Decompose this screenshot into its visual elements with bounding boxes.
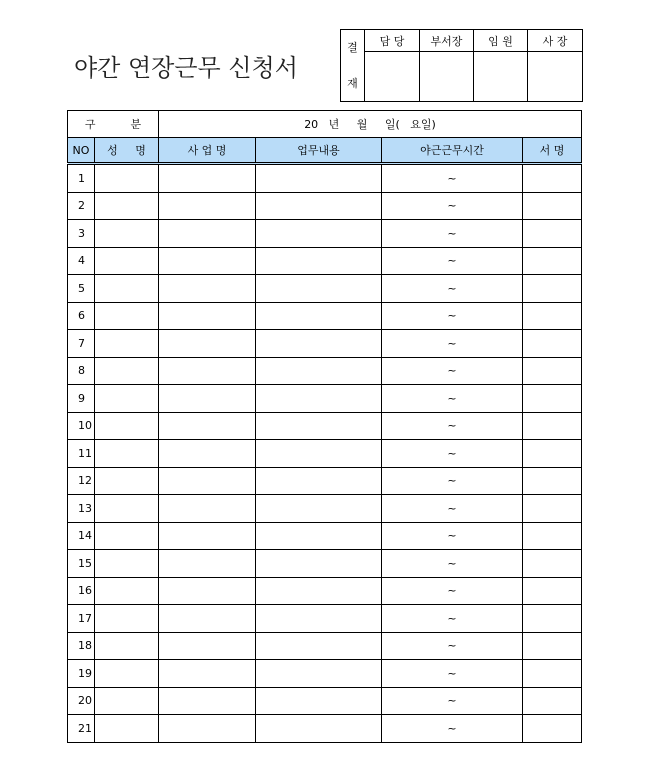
- approval-role-president: 사 장: [528, 30, 583, 52]
- date-field[interactable]: 20 년 월 일( 요일): [159, 111, 582, 138]
- row-business-cell[interactable]: [159, 412, 256, 440]
- row-signature-cell[interactable]: [523, 330, 582, 358]
- row-no: 11: [68, 440, 95, 468]
- header-no: NO: [68, 138, 95, 164]
- row-work-cell[interactable]: [256, 522, 382, 550]
- row-no: 8: [68, 357, 95, 385]
- row-name-cell[interactable]: [95, 357, 159, 385]
- row-work-cell[interactable]: [256, 495, 382, 523]
- row-hours-cell[interactable]: ~: [382, 192, 523, 220]
- row-name-cell[interactable]: [95, 440, 159, 468]
- row-business-cell[interactable]: [159, 385, 256, 413]
- table-row: [68, 330, 582, 358]
- row-name-cell[interactable]: [95, 687, 159, 715]
- row-hours-cell[interactable]: ~: [382, 247, 523, 275]
- row-signature-cell[interactable]: [523, 605, 582, 633]
- row-business-cell[interactable]: [159, 495, 256, 523]
- row-signature-cell[interactable]: [523, 357, 582, 385]
- table-row: [68, 715, 582, 743]
- row-signature-cell[interactable]: [523, 247, 582, 275]
- row-business-cell[interactable]: [159, 330, 256, 358]
- row-hours-cell[interactable]: ~: [382, 522, 523, 550]
- row-no: 17: [68, 605, 95, 633]
- row-work-cell[interactable]: [256, 440, 382, 468]
- table-row: [68, 522, 582, 550]
- row-hours-cell[interactable]: ~: [382, 495, 523, 523]
- row-no: 15: [68, 550, 95, 578]
- row-work-cell[interactable]: [256, 192, 382, 220]
- row-signature-cell[interactable]: [523, 275, 582, 303]
- table-row: [68, 550, 582, 578]
- table-row: [68, 302, 582, 330]
- row-business-cell[interactable]: [159, 577, 256, 605]
- row-name-cell[interactable]: [95, 522, 159, 550]
- row-name-cell[interactable]: [95, 164, 159, 193]
- row-hours-cell[interactable]: ~: [382, 412, 523, 440]
- approval-role-executive: 임 원: [474, 30, 528, 52]
- row-business-cell[interactable]: [159, 467, 256, 495]
- row-signature-cell[interactable]: [523, 220, 582, 248]
- header-work: 업무내용: [256, 138, 382, 164]
- row-name-cell[interactable]: [95, 302, 159, 330]
- row-no: 9: [68, 385, 95, 413]
- row-no: 16: [68, 577, 95, 605]
- row-no: 12: [68, 467, 95, 495]
- row-business-cell[interactable]: [159, 660, 256, 688]
- row-no: 2: [68, 192, 95, 220]
- row-no: 1: [68, 164, 95, 193]
- row-name-cell[interactable]: [95, 577, 159, 605]
- category-label: 구 분: [68, 111, 159, 138]
- table-row: [68, 687, 582, 715]
- approval-side-top: 결: [347, 40, 358, 54]
- row-business-cell[interactable]: [159, 275, 256, 303]
- row-no: 6: [68, 302, 95, 330]
- table-row: [68, 440, 582, 468]
- overtime-request-table: [67, 110, 582, 743]
- row-work-cell[interactable]: [256, 220, 382, 248]
- table-row: [68, 660, 582, 688]
- row-name-cell[interactable]: [95, 192, 159, 220]
- row-name-cell[interactable]: [95, 632, 159, 660]
- row-business-cell[interactable]: [159, 357, 256, 385]
- row-hours-cell[interactable]: ~: [382, 605, 523, 633]
- row-work-cell[interactable]: [256, 715, 382, 743]
- row-business-cell[interactable]: [159, 302, 256, 330]
- row-business-cell[interactable]: [159, 715, 256, 743]
- row-hours-cell[interactable]: ~: [382, 357, 523, 385]
- row-no: 13: [68, 495, 95, 523]
- row-no: 18: [68, 632, 95, 660]
- row-hours-cell[interactable]: ~: [382, 550, 523, 578]
- table-row: [68, 385, 582, 413]
- row-business-cell[interactable]: [159, 522, 256, 550]
- approval-role-staff: 담 당: [365, 30, 420, 52]
- row-no: 20: [68, 687, 95, 715]
- row-name-cell[interactable]: [95, 660, 159, 688]
- row-signature-cell[interactable]: [523, 385, 582, 413]
- row-no: 19: [68, 660, 95, 688]
- approval-role-manager: 부서장: [420, 30, 474, 52]
- header-hours: 야근근무시간: [382, 138, 523, 164]
- row-work-cell[interactable]: [256, 687, 382, 715]
- approval-sign-staff[interactable]: [365, 52, 420, 102]
- row-hours-cell[interactable]: ~: [382, 577, 523, 605]
- row-signature-cell[interactable]: [523, 302, 582, 330]
- row-work-cell[interactable]: [256, 467, 382, 495]
- row-work-cell[interactable]: [256, 577, 382, 605]
- row-name-cell[interactable]: [95, 495, 159, 523]
- row-no: 21: [68, 715, 95, 743]
- table-row: [68, 164, 582, 193]
- row-business-cell[interactable]: [159, 605, 256, 633]
- row-no: 7: [68, 330, 95, 358]
- row-business-cell[interactable]: [159, 550, 256, 578]
- row-signature-cell[interactable]: [523, 522, 582, 550]
- row-name-cell[interactable]: [95, 715, 159, 743]
- table-row: [68, 467, 582, 495]
- row-work-cell[interactable]: [256, 330, 382, 358]
- row-name-cell[interactable]: [95, 467, 159, 495]
- row-signature-cell[interactable]: [523, 632, 582, 660]
- approval-sign-executive[interactable]: [474, 52, 528, 102]
- table-row: [68, 357, 582, 385]
- header-business: 사 업 명: [159, 138, 256, 164]
- row-name-cell[interactable]: [95, 550, 159, 578]
- row-signature-cell[interactable]: [523, 715, 582, 743]
- row-signature-cell[interactable]: [523, 660, 582, 688]
- table-row: [68, 495, 582, 523]
- row-signature-cell[interactable]: [523, 192, 582, 220]
- row-work-cell[interactable]: [256, 660, 382, 688]
- row-work-cell[interactable]: [256, 605, 382, 633]
- row-no: 3: [68, 220, 95, 248]
- row-name-cell[interactable]: [95, 412, 159, 440]
- row-signature-cell[interactable]: [523, 577, 582, 605]
- row-hours-cell[interactable]: ~: [382, 632, 523, 660]
- row-signature-cell[interactable]: [523, 495, 582, 523]
- table-row: [68, 247, 582, 275]
- row-hours-cell[interactable]: ~: [382, 275, 523, 303]
- row-name-cell[interactable]: [95, 605, 159, 633]
- row-hours-cell[interactable]: ~: [382, 440, 523, 468]
- row-name-cell[interactable]: [95, 247, 159, 275]
- row-no: 14: [68, 522, 95, 550]
- approval-box: [340, 29, 583, 102]
- row-hours-cell[interactable]: ~: [382, 220, 523, 248]
- row-signature-cell[interactable]: [523, 412, 582, 440]
- table-row: [68, 220, 582, 248]
- table-row: [68, 192, 582, 220]
- row-work-cell[interactable]: [256, 357, 382, 385]
- row-name-cell[interactable]: [95, 275, 159, 303]
- row-hours-cell[interactable]: ~: [382, 467, 523, 495]
- row-signature-cell[interactable]: [523, 467, 582, 495]
- row-signature-cell[interactable]: [523, 687, 582, 715]
- row-hours-cell[interactable]: ~: [382, 385, 523, 413]
- table-row: [68, 632, 582, 660]
- row-no: 10: [68, 412, 95, 440]
- row-work-cell[interactable]: [256, 412, 382, 440]
- header-name: 성 명: [95, 138, 159, 164]
- row-hours-cell[interactable]: ~: [382, 330, 523, 358]
- row-business-cell[interactable]: [159, 220, 256, 248]
- row-name-cell[interactable]: [95, 220, 159, 248]
- row-work-cell[interactable]: [256, 550, 382, 578]
- row-work-cell[interactable]: [256, 275, 382, 303]
- document-title: 야간 연장근무 신청서: [74, 54, 298, 82]
- header-signature: 서 명: [523, 138, 582, 164]
- row-name-cell[interactable]: [95, 330, 159, 358]
- row-hours-cell[interactable]: ~: [382, 302, 523, 330]
- row-business-cell[interactable]: [159, 440, 256, 468]
- row-signature-cell[interactable]: [523, 440, 582, 468]
- row-no: 5: [68, 275, 95, 303]
- row-work-cell[interactable]: [256, 632, 382, 660]
- row-work-cell[interactable]: [256, 164, 382, 193]
- row-hours-cell[interactable]: ~: [382, 660, 523, 688]
- row-business-cell[interactable]: [159, 247, 256, 275]
- table-row: [68, 275, 582, 303]
- row-hours-cell[interactable]: ~: [382, 715, 523, 743]
- table-row: [68, 412, 582, 440]
- row-hours-cell[interactable]: ~: [382, 164, 523, 193]
- approval-sign-manager[interactable]: [420, 52, 474, 102]
- row-work-cell[interactable]: [256, 385, 382, 413]
- row-signature-cell[interactable]: [523, 164, 582, 193]
- approval-side-label: [341, 30, 365, 102]
- table-row: [68, 577, 582, 605]
- approval-sign-president[interactable]: [528, 52, 583, 102]
- row-signature-cell[interactable]: [523, 550, 582, 578]
- row-work-cell[interactable]: [256, 247, 382, 275]
- row-business-cell[interactable]: [159, 687, 256, 715]
- row-name-cell[interactable]: [95, 385, 159, 413]
- table-row: [68, 605, 582, 633]
- approval-side-bottom: 재: [347, 76, 358, 90]
- row-work-cell[interactable]: [256, 302, 382, 330]
- row-business-cell[interactable]: [159, 632, 256, 660]
- row-hours-cell[interactable]: ~: [382, 687, 523, 715]
- row-business-cell[interactable]: [159, 192, 256, 220]
- row-no: 4: [68, 247, 95, 275]
- row-business-cell[interactable]: [159, 164, 256, 193]
